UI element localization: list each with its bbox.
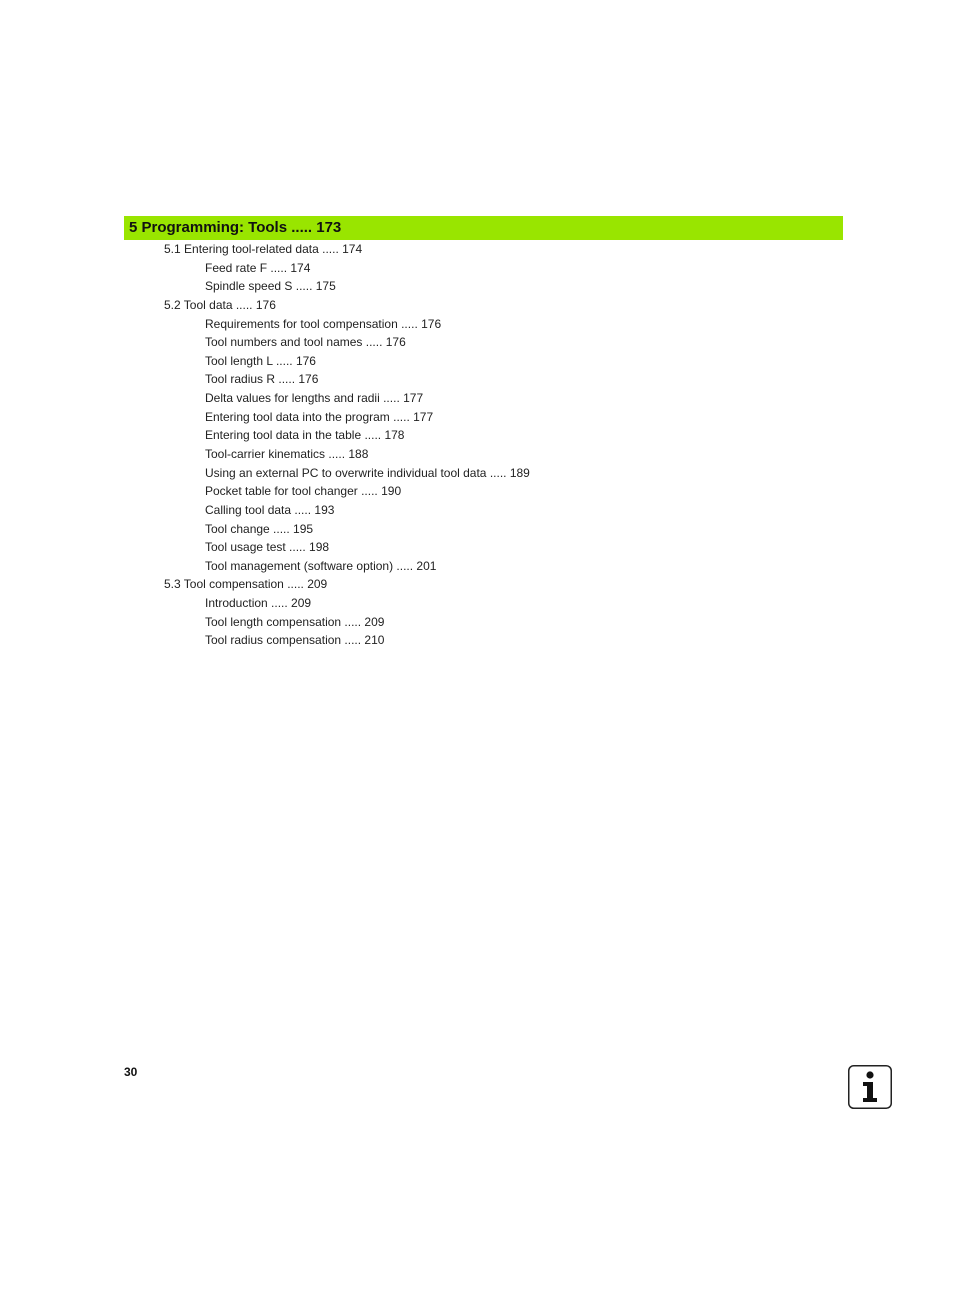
toc-entry[interactable]: Calling tool data ..... 193 [205, 503, 335, 517]
chapter-title[interactable]: 5 Programming: Tools ..... 173 [129, 219, 342, 236]
toc-entry[interactable]: Tool radius compensation ..... 210 [205, 633, 385, 647]
toc-entry[interactable]: Tool-carrier kinematics ..... 188 [205, 447, 369, 461]
toc-section-5-1[interactable]: 5.1 Entering tool-related data ..... 174 [164, 242, 363, 256]
toc-entry[interactable]: Entering tool data in the table ..... 178 [205, 428, 405, 442]
toc-entry[interactable]: Requirements for tool compensation ..... 176 [205, 317, 442, 331]
toc-entry[interactable]: Tool usage test ..... 198 [205, 540, 330, 554]
toc-entry[interactable]: Tool radius R ..... 176 [205, 372, 319, 386]
chapter-header-bar [124, 216, 843, 240]
info-icon [848, 1065, 892, 1109]
toc-entry[interactable]: Tool management (software option) ..... 201 [205, 559, 437, 573]
toc-section-5-3[interactable]: 5.3 Tool compensation ..... 209 [164, 577, 328, 591]
toc-entry[interactable]: Pocket table for tool changer ..... 190 [205, 484, 402, 498]
toc-entry[interactable]: Tool numbers and tool names ..... 176 [205, 335, 406, 349]
toc-entry[interactable]: Using an external PC to overwrite individual tool data ..... 189 [205, 466, 530, 480]
toc-section-5-2[interactable]: 5.2 Tool data ..... 176 [164, 298, 276, 312]
page-number: 30 [124, 1065, 138, 1079]
toc-entry[interactable]: Delta values for lengths and radii ..... 177 [205, 391, 424, 405]
toc-entry[interactable]: Feed rate F ..... 174 [205, 261, 311, 275]
toc-entry[interactable]: Spindle speed S ..... 175 [205, 279, 336, 293]
toc-entry[interactable]: Tool length L ..... 176 [205, 354, 316, 368]
toc-entry[interactable]: Tool change ..... 195 [205, 522, 314, 536]
toc-entry[interactable]: Introduction ..... 209 [205, 596, 312, 610]
toc-entry[interactable]: Tool length compensation ..... 209 [205, 615, 385, 629]
toc-entry[interactable]: Entering tool data into the program ..... 177 [205, 410, 434, 424]
